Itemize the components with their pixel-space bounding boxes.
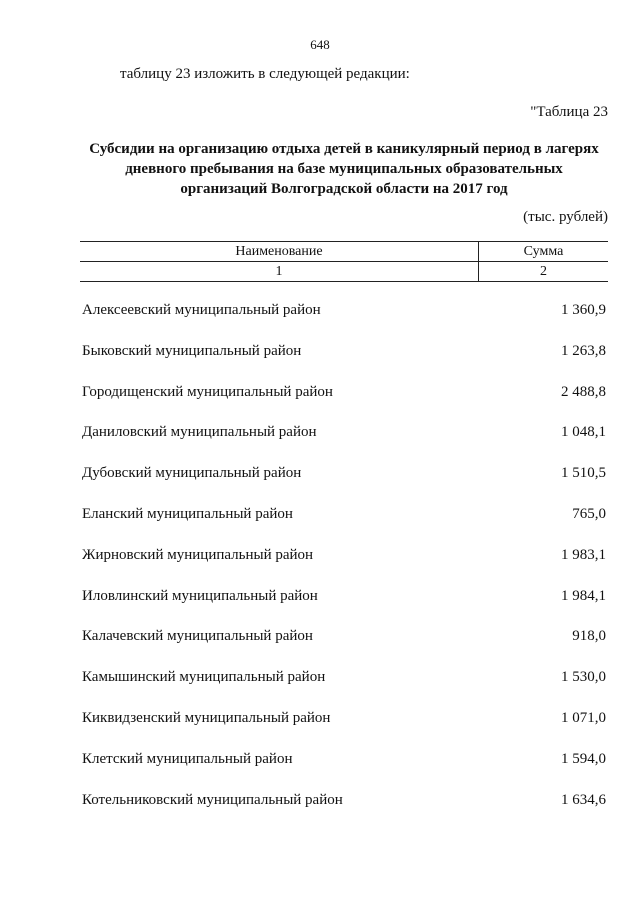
district-name: Киквидзенский муниципальный район: [82, 709, 331, 726]
table-row: [82, 584, 606, 625]
table-row: [82, 624, 606, 665]
subsidy-amount: 1 048,1: [561, 424, 606, 441]
intro-text: таблицу 23 изложить в следующей редакции:: [120, 66, 410, 82]
table-row: [82, 706, 606, 747]
table-reference: "Таблица 23: [530, 104, 608, 120]
district-name: Даниловский муниципальный район: [82, 424, 317, 441]
table-row: [82, 788, 606, 829]
district-name: Городищенский муниципальный район: [82, 383, 333, 400]
table-title-line: Субсидии на организацию отдыха детей в каникулярный период в лагерях: [89, 141, 599, 157]
subsidy-amount: 1 594,0: [561, 750, 606, 767]
subsidy-amount: 765,0: [572, 505, 606, 522]
subsidy-amount: 2 488,8: [561, 383, 606, 400]
subsidy-amount: 1 360,9: [561, 302, 606, 318]
district-name: Иловлинский муниципальный район: [82, 587, 318, 604]
subsidy-amount: 1 983,1: [561, 546, 606, 563]
table-row: [82, 298, 606, 339]
header-row: [80, 241, 608, 262]
column-number-row: [80, 262, 608, 282]
district-name: Быковский муниципальный район: [82, 342, 302, 359]
district-name: Камышинский муниципальный район: [82, 669, 326, 686]
table-row: [82, 747, 606, 788]
subsidy-amount: 1 634,6: [561, 791, 606, 808]
header-name: Наименование: [80, 242, 479, 261]
subsidy-amount: 1 510,5: [561, 465, 606, 482]
table-row: [82, 420, 606, 461]
column-number-name: 1: [80, 262, 479, 281]
district-name: Котельниковский муниципальный район: [82, 791, 343, 808]
table-title-line: дневного пребывания на базе муниципальных образовательных: [125, 161, 563, 177]
table-row: [82, 380, 606, 421]
subsidy-amount: 1 984,1: [561, 587, 606, 604]
table-title-line: организаций Волгоградской области на 2017 год: [180, 181, 508, 197]
subsidy-amount: 1 530,0: [561, 669, 606, 686]
district-name: Калачевский муниципальный район: [82, 628, 313, 645]
subsidy-amount: 1 071,0: [561, 709, 606, 726]
table-title: [80, 139, 608, 199]
header-sum: Сумма: [523, 243, 564, 259]
subsidy-amount: 918,0: [572, 628, 606, 645]
column-number-sum: 2: [540, 263, 547, 279]
page-number: 648: [310, 37, 330, 52]
table-header: [80, 241, 608, 282]
units-label: (тыс. рублей): [523, 209, 608, 225]
subsidy-amount: 1 263,8: [561, 342, 606, 359]
table-body: [82, 298, 606, 828]
table-row: [82, 339, 606, 380]
table-row: [82, 543, 606, 584]
district-name: Дубовский муниципальный район: [82, 465, 302, 482]
district-name: Клетский муниципальный район: [82, 750, 293, 767]
table-row: [82, 502, 606, 543]
district-name: Еланский муниципальный район: [82, 505, 293, 522]
table-row: [82, 461, 606, 502]
district-name: Жирновский муниципальный район: [82, 546, 314, 563]
district-name: Алексеевский муниципальный район: [82, 302, 321, 318]
table-row: [82, 665, 606, 706]
